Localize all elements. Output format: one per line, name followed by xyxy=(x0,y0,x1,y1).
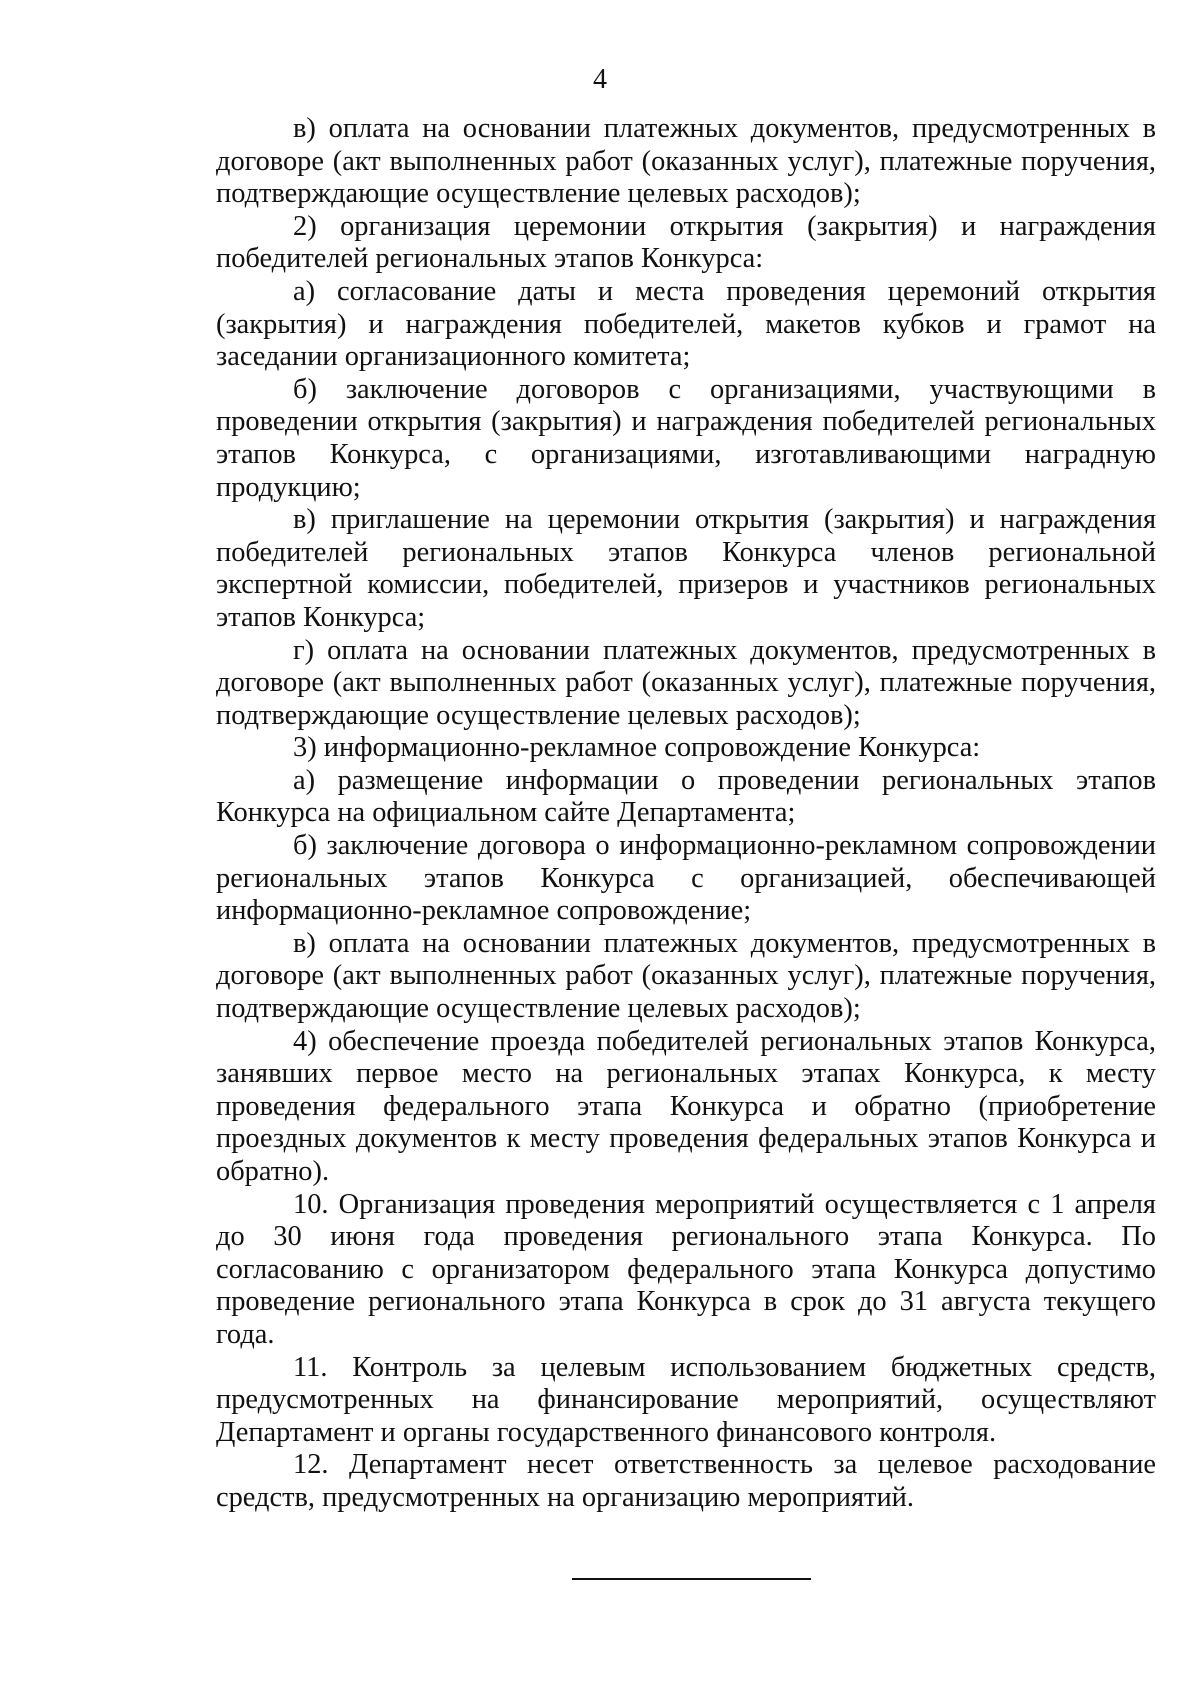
paragraph-3b-contract: б) заключение договора о информационно-рекламном сопровождении региональных этапов Конкурса с организацией, обеспечивающей информационно-рекламное сопровождение; xyxy=(216,830,1156,927)
paragraph-3a-publication: а) размещение информации о проведении региональных этапов Конкурса на официальном сайте Департамента; xyxy=(216,764,1156,829)
end-divider-line xyxy=(572,1578,811,1580)
paragraph-3v-payment: в) оплата на основании платежных документов, предусмотренных в договоре (акт выполненных работ (оказанных услуг), платежные поручения, подтверждающие осуществление целевых расходов); xyxy=(216,113,1156,210)
paragraph-2b-contracts: б) заключение договоров с организациями, участвующими в проведении открытия (закрытия) и награждения победителей региональных этапов Конкурса, с организациями, изготавливающими наградную продукцию; xyxy=(216,373,1156,503)
paragraph-11-control: 11. Контроль за целевым использованием бюджетных средств, предусмотренных на финансирование мероприятий, осуществляют Департамент и органы государственного финансового контроля. xyxy=(216,1351,1156,1448)
paragraph-2g-payment: г) оплата на основании платежных документов, предусмотренных в договоре (акт выполненных работ (оказанных услуг), платежные поручения, подтверждающие осуществление целевых расходов); xyxy=(216,634,1156,731)
paragraph-10-schedule: 10. Организация проведения мероприятий осуществляется с 1 апреля до 30 июня года проведения регионального этапа Конкурса. По согласованию с организатором федерального этапа Конкурса допустимо проведение регионального этапа Конкурса в срок до 31 августа текущего года. xyxy=(216,1188,1156,1350)
paragraph-item-2-ceremony: 2) организация церемонии открытия (закрытия) и награждения победителей региональных этапов Конкурса: xyxy=(216,210,1156,275)
page-number: 4 xyxy=(593,64,607,95)
paragraph-item-4-travel: 4) обеспечение проезда победителей региональных этапов Конкурса, занявших первое место на региональных этапах Конкурса, к месту проведения федерального этапа Конкурса и обратно (приобретение проездных документов к месту проведения федеральных этапов Конкурса и обратно). xyxy=(216,1025,1156,1187)
paragraph-12-responsibility: 12. Департамент несет ответственность за целевое расходование средств, предусмотренных на организацию мероприятий. xyxy=(216,1449,1156,1513)
document-body xyxy=(216,113,1156,1515)
paragraph-3v-payment-2: в) оплата на основании платежных документов, предусмотренных в договоре (акт выполненных работ (оказанных услуг), платежные поручения, подтверждающие осуществление целевых расходов); xyxy=(216,927,1156,1025)
paragraph-2a-approval: а) согласование даты и места проведения церемоний открытия (закрытия) и награждения победителей, макетов кубков и грамот на заседании организационного комитета; xyxy=(216,275,1156,373)
paragraph-2v-invitation: в) приглашение на церемонии открытия (закрытия) и награждения победителей региональных этапов Конкурса членов региональной экспертной комиссии, победителей, призеров и участников региональных этапов Конкурса; xyxy=(216,504,1156,633)
paragraph-item-3-advertising: 3) информационно-рекламное сопровождение Конкурса: xyxy=(293,732,981,764)
